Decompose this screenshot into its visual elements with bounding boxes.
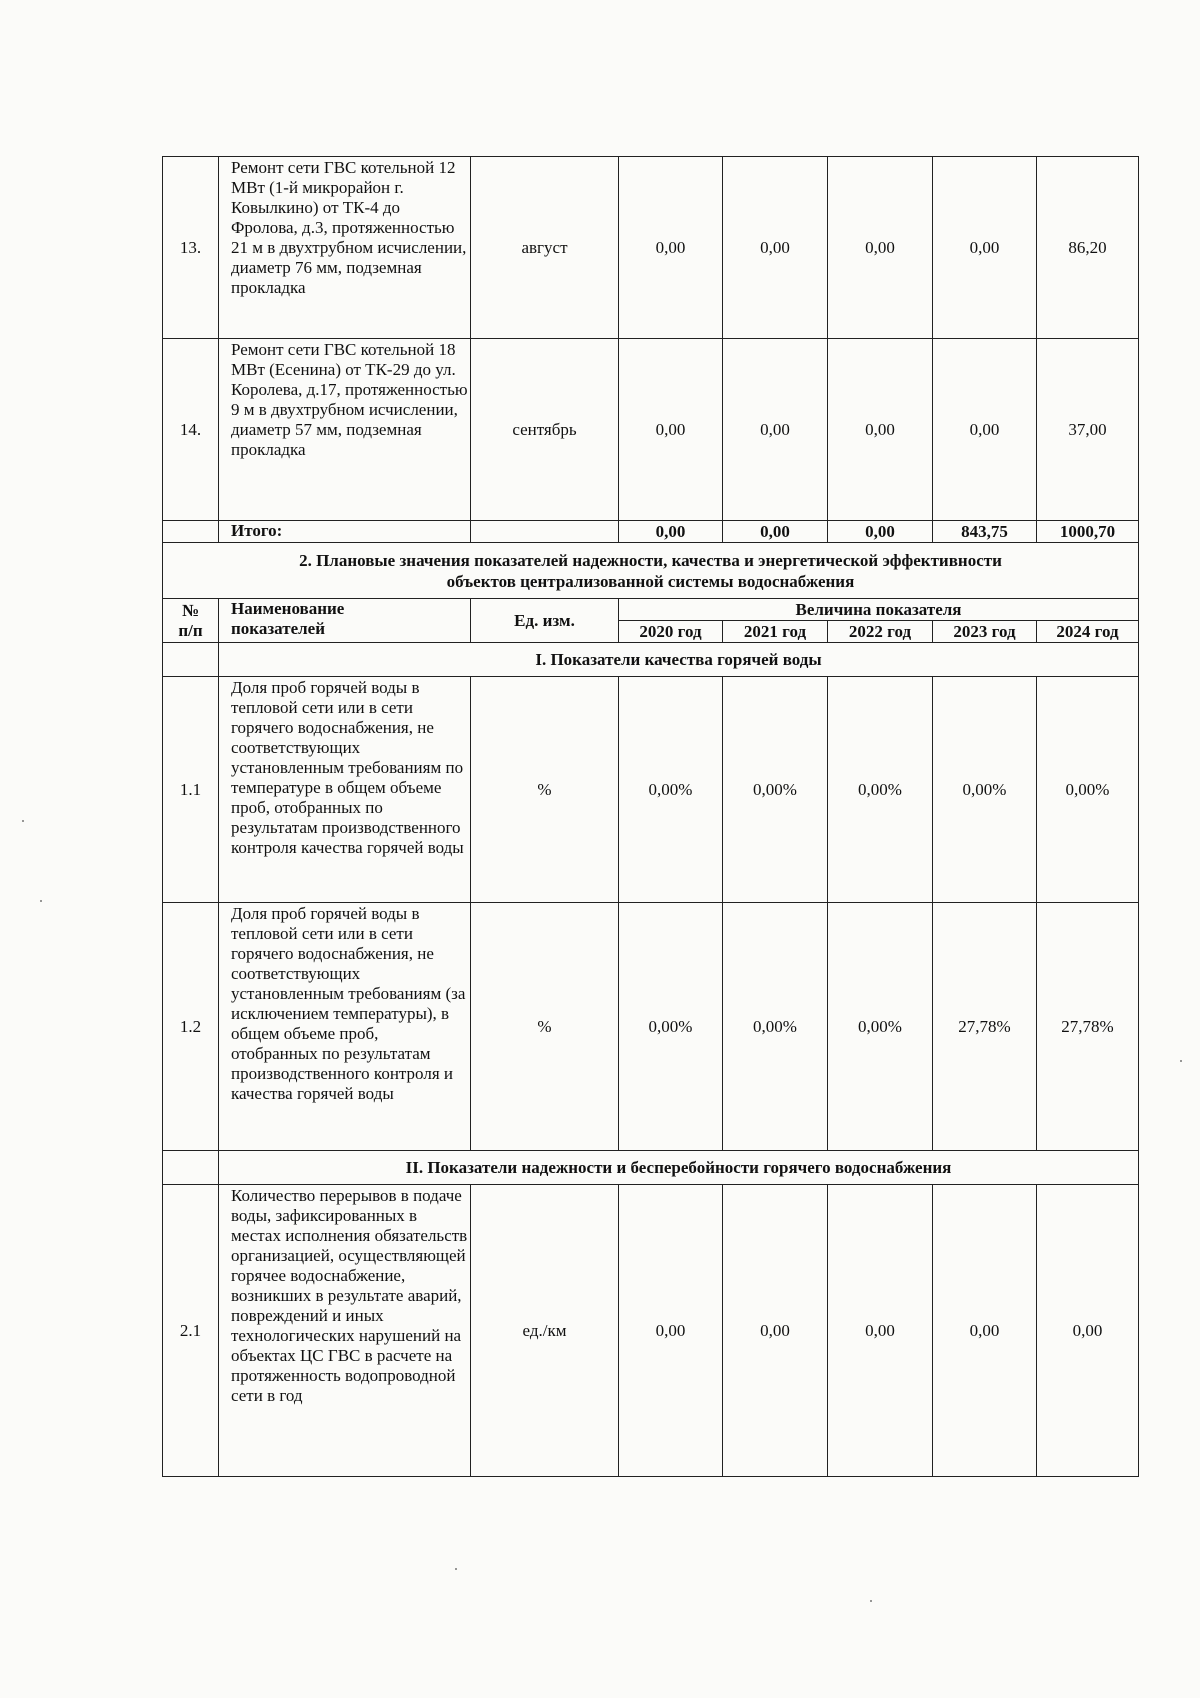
value-2020: 0,00% — [619, 677, 723, 903]
subsection-row — [163, 1151, 1139, 1185]
header-year-2020: 2020 год — [619, 621, 723, 643]
value-2024: 27,78% — [1037, 903, 1139, 1151]
indicator-unit: ед./км — [471, 1185, 619, 1477]
value-2024: 0,00 — [1037, 1185, 1139, 1477]
scan-speck — [870, 1600, 872, 1602]
indicator-unit: % — [471, 903, 619, 1151]
total-2022: 0,00 — [828, 521, 933, 543]
value-2020: 0,00 — [619, 1185, 723, 1477]
work-month: сентябрь — [471, 339, 619, 521]
subsection-title: I. Показатели качества горячей воды — [219, 643, 1139, 677]
value-2021: 0,00 — [723, 157, 828, 339]
scan-speck — [1180, 1060, 1182, 1062]
header-year-2023: 2023 год — [933, 621, 1037, 643]
header-value-group: Величина показателя — [619, 599, 1139, 621]
total-label: Итого: — [219, 521, 471, 543]
value-2020: 0,00% — [619, 903, 723, 1151]
empty-cell — [471, 521, 619, 543]
indicator-name: Доля проб горячей воды в тепловой сети или в сети горячего водоснабжения, не соответствующих установленным требованиям по температуре в общем объеме проб, отобранных по результатам производственного контроля качества горячей воды — [219, 677, 471, 903]
value-2023: 0,00 — [933, 339, 1037, 521]
row-number: 2.1 — [163, 1185, 219, 1477]
row-number: 1.1 — [163, 677, 219, 903]
value-2021: 0,00% — [723, 677, 828, 903]
empty-cell — [163, 643, 219, 677]
value-2024: 0,00% — [1037, 677, 1139, 903]
value-2024: 37,00 — [1037, 339, 1139, 521]
header-name — [219, 599, 471, 643]
subsection-row — [163, 643, 1139, 677]
scan-speck — [22, 820, 24, 822]
total-row — [163, 521, 1139, 543]
indicator-name: Количество перерывов в подаче воды, зафиксированных в местах исполнения обязательств организацией, осуществляющей горячее водоснабжение, возникших в результате аварий, повреждений и иных технологических нарушений на объектах ЦС ГВС в расчете на протяженность водопроводной сети в год — [219, 1185, 471, 1477]
header-year-2024: 2024 год — [1037, 621, 1139, 643]
row-number: 13. — [163, 157, 219, 339]
value-2022: 0,00% — [828, 677, 933, 903]
table-row — [163, 339, 1139, 521]
empty-cell — [163, 521, 219, 543]
value-2022: 0,00 — [828, 1185, 933, 1477]
table-row — [163, 903, 1139, 1151]
value-2020: 0,00 — [619, 157, 723, 339]
total-2020: 0,00 — [619, 521, 723, 543]
header-number-line1: № — [181, 600, 200, 620]
value-2023: 0,00 — [933, 157, 1037, 339]
work-name: Ремонт сети ГВС котельной 18 МВт (Есенина) от ТК-29 до ул. Королева, д.17, протяженностью 9 м в двухтрубном исчислении, диаметр 57 мм, подземная прокладка — [219, 339, 471, 521]
section-title — [163, 543, 1139, 599]
header-name-line1: Наименование — [231, 599, 345, 618]
work-name: Ремонт сети ГВС котельной 12 МВт (1-й микрорайон г. Ковылкино) от ТК-4 до Фролова, д.3, протяженностью 21 м в двухтрубном исчислении, диаметр 76 мм, подземная прокладка — [219, 157, 471, 339]
total-2024: 1000,70 — [1037, 521, 1139, 543]
header-year-2022: 2022 год — [828, 621, 933, 643]
header-unit: Ед. изм. — [471, 599, 619, 643]
indicator-unit: % — [471, 677, 619, 903]
value-2022: 0,00% — [828, 903, 933, 1151]
value-2021: 0,00 — [723, 1185, 828, 1477]
value-2023: 0,00 — [933, 1185, 1037, 1477]
row-number: 1.2 — [163, 903, 219, 1151]
value-2024: 86,20 — [1037, 157, 1139, 339]
section-title-line1: 2. Плановые значения показателей надежности, качества и энергетической эффективности — [299, 550, 1002, 570]
document-table — [162, 156, 1139, 1477]
subsection-title: II. Показатели надежности и бесперебойности горячего водоснабжения — [219, 1151, 1139, 1185]
total-2023: 843,75 — [933, 521, 1037, 543]
header-name-line2: показателей — [231, 619, 325, 638]
table-row — [163, 677, 1139, 903]
header-number — [163, 599, 219, 643]
header-row — [163, 599, 1139, 621]
section-title-row — [163, 543, 1139, 599]
scan-speck — [455, 1568, 457, 1570]
value-2021: 0,00 — [723, 339, 828, 521]
value-2023: 27,78% — [933, 903, 1037, 1151]
empty-cell — [163, 1151, 219, 1185]
value-2023: 0,00% — [933, 677, 1037, 903]
header-year-2021: 2021 год — [723, 621, 828, 643]
work-month: август — [471, 157, 619, 339]
scan-speck — [40, 900, 42, 902]
table-row — [163, 157, 1139, 339]
header-number-line2: п/п — [178, 620, 203, 640]
row-number: 14. — [163, 339, 219, 521]
value-2020: 0,00 — [619, 339, 723, 521]
section-title-line2: объектов централизованной системы водоснабжения — [446, 571, 855, 591]
total-2021: 0,00 — [723, 521, 828, 543]
indicator-name: Доля проб горячей воды в тепловой сети или в сети горячего водоснабжения, не соответствующих установленным требованиям (за исключением температуры), в общем объеме проб, отобранных по результатам производственного контроля и качества горячей воды — [219, 903, 471, 1151]
value-2022: 0,00 — [828, 157, 933, 339]
value-2021: 0,00% — [723, 903, 828, 1151]
value-2022: 0,00 — [828, 339, 933, 521]
table-row — [163, 1185, 1139, 1477]
